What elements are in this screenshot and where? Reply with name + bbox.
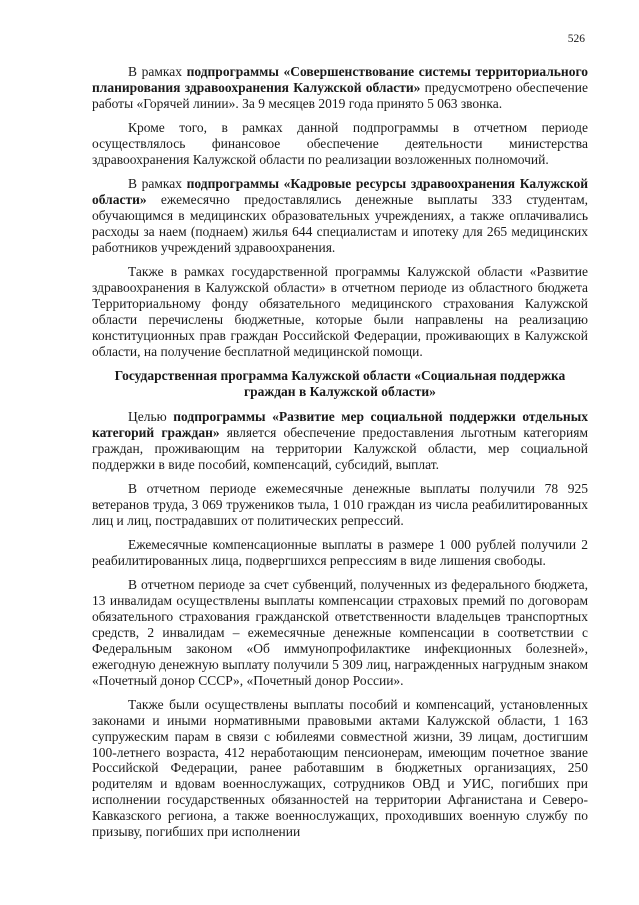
paragraph-hotline: В рамках подпрограммы «Совершенствование системы территориального планирования здравоохранения Калужской области» предусмотрено обеспечение работы «Горячей линии». За 9 месяцев 2019 года принято 5 063 звонка. [92, 64, 589, 111]
page-number: 526 [567, 33, 585, 45]
paragraph-regional-benefits: Также были осуществлены выплаты пособий и компенсаций, установленных законами и иными нормативными правовыми актами Калужской области, 1 163 супружеским парам в связи с юбилеями совместной жизни, 39 лицам, достигшим 100-летнего возраста, 412 неработающим пенсионерам, имеющим почетное звание Российской Федерации, ранее работавшим в бюджетных организациях, 250 родителям и вдовам военнослужащих, сотрудников ОВД и УИС, погибших при исполнении государственных обязанностей на территории Афганистана и Северо-Кавказского региона, а также военнослужащих, проходивших военную службу по призыву, погибших при исполнении [92, 696, 588, 840]
section-heading: Государственная программа Калужской области «Социальная поддержка граждан в Калужской области» [114, 367, 566, 399]
paragraph-compensation-payments: Ежемесячные компенсационные выплаты в размере 1 000 рублей получили 2 реабилитированных лица, подвергшихся репрессиям в виде лишения свободы. [92, 536, 588, 568]
paragraph-federal-subventions: В отчетном периоде за счет субвенций, полученных из федерального бюджета, 13 инвалидам осуществлены выплаты компенсации страховых премий по договорам обязательного страхования гражданской ответственности владельцев транспортных средств, 2 инвалидам – ежемесячные денежные компенсации в соответствии с Федеральным законом «Об иммунопрофилактике инфекционных болезней», ежегодную денежную выплату получили 5 309 лиц, награжденных нагрудным знаком «Почетный донор СССР», «Почетный донор России». [92, 577, 588, 688]
paragraph-insurance-fund: Также в рамках государственной программы Калужской области «Развитие здравоохранения в Калужской области» в отчетном периоде из областного бюджета Территориальному фонду обязательного медицинского страхования Калужской области перечислены бюджетные, которые были направлены на реализацию конституционных прав граждан Российской Федерации, проживающих в Калужской области, на получение бесплатной медицинской помощи. [92, 264, 588, 359]
subprogram-title: подпрограммы «Совершенствование системы территориального планирования здравоохранения Калужской области» [92, 64, 589, 95]
document-body [92, 64, 588, 848]
paragraph-goal: Целью подпрограммы «Развитие мер социальной поддержки отдельных категорий граждан» является обеспечение предоставления льготным категориям граждан, проживающим на территории Калужской области, мер социальной поддержки в виде пособий, компенсаций, субсидий, выплат. [92, 408, 588, 472]
paragraph-ministry-funding: Кроме того, в рамках данной подпрограммы в отчетном периоде осуществлялось финансовое обеспечение деятельности министерства здравоохранения Калужской области по реализации возложенных полномочий. [92, 120, 588, 167]
paragraph-personnel: В рамках подпрограммы «Кадровые ресурсы здравоохранения Калужской области» ежемесячно предоставлялись денежные выплаты 333 студентам, обучающимся в медицинских образовательных учреждениях, а также оплачивались расходы за наем (поднаем) жилья 644 специалистам и ипотеку для 265 медицинских работников учреждений здравоохранения. [92, 176, 589, 255]
subprogram-title: подпрограммы «Кадровые ресурсы здравоохранения Калужской области» [92, 176, 589, 208]
subprogram-title: подпрограммы «Развитие мер социальной поддержки отдельных категорий граждан» [92, 408, 588, 440]
paragraph-monthly-payments: В отчетном периоде ежемесячные денежные выплаты получили 78 925 ветеранов труда, 3 069 тружеников тыла, 1 010 граждан из числа реабилитированных лиц и лиц, пострадавших от политических репрессий. [92, 480, 588, 528]
